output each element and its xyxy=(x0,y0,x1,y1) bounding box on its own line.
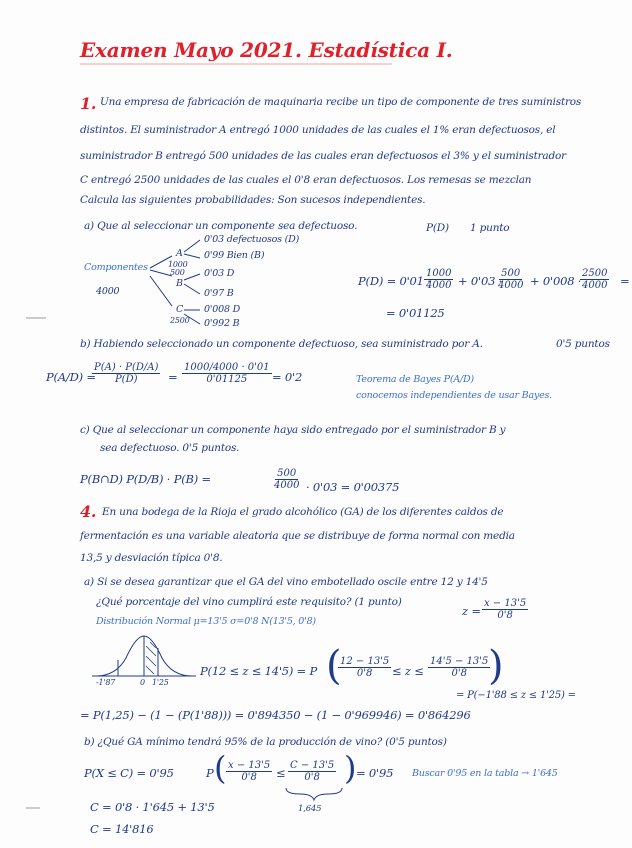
q1c-prompt: sea defectuoso. 0'5 puntos. xyxy=(100,442,240,454)
q1a-result: = 0'01125 xyxy=(386,306,445,320)
numerator: 1000/4000 · 0'01 xyxy=(184,362,270,373)
q1a-eq-end: = xyxy=(620,274,630,288)
q4a-eq1-lhs: P(12 ≤ z ≤ 14'5) = P xyxy=(200,664,318,678)
q1a-eq-lhs: P(D) = 0'01 · xyxy=(358,274,431,288)
tree-a-good: 0'99 Bien (B) xyxy=(204,250,265,261)
q4b-c-formula: C = 0'8 · 1'645 + 13'5 xyxy=(90,800,215,814)
numerator: 2500 xyxy=(582,268,608,279)
q1b-eq: = xyxy=(168,370,178,384)
q1b-value-fraction xyxy=(182,362,272,385)
q1-stmt-line: Una empresa de fabricación de maquinaria recibe un tipo de componente de tres suministros xyxy=(100,96,582,108)
tree-b-weight: 500 xyxy=(170,268,185,277)
q1b-bayes-fraction xyxy=(92,362,160,385)
exam-title: Examen Mayo 2021. Estadística I. xyxy=(80,38,453,62)
q4a-prompt: ¿Qué porcentaje del vino cumplirá este requisito? (1 punto) xyxy=(96,596,402,608)
q4a-z-lhs: z = xyxy=(462,604,481,618)
q4b-eq-le: ≤ xyxy=(276,766,286,780)
right-paren: ) xyxy=(488,643,504,689)
numerator: x − 13'5 xyxy=(228,760,271,771)
tree-a-defect: 0'03 defectuosos (D) xyxy=(204,234,300,245)
denominator: 4000 xyxy=(426,280,452,291)
q1a-fraction xyxy=(580,268,609,291)
q4b-prompt: b) ¿Qué GA mínimo tendrá 95% de la producción de vino? (0'5 puntos) xyxy=(84,736,447,748)
left-paren: ( xyxy=(214,749,227,787)
q1c-eq: P(B∩D) P(D/B) · P(B) = xyxy=(80,472,211,486)
q1c-result: · 0'03 = 0'00375 xyxy=(306,480,400,494)
q4-stmt-line: En una bodega de la Rioja el grado alcohólico (GA) de los diferentes caldos de xyxy=(102,506,504,518)
q1a-points: 1 punto xyxy=(470,222,510,234)
denominator: 4000 xyxy=(498,280,524,291)
q1c-prompt: c) Que al seleccionar un componente haya sido entregado por el suministrador B y xyxy=(80,424,506,436)
bell-shading xyxy=(146,642,156,674)
numerator: C − 13'5 xyxy=(290,760,335,771)
tree-root-label: Componentes xyxy=(84,262,148,273)
q1a-pd: P(D) xyxy=(426,222,449,234)
q4b-eq-p: P xyxy=(206,766,214,780)
q1b-prompt: b) Habiendo seleccionado un componente defectuoso, sea suministrado por A. xyxy=(80,338,483,350)
q4a-eq2: = P(1,25) − (1 − (P(1'88))) = 0'894350 − (1 − 0'969946) = 0'864296 xyxy=(80,708,471,722)
bell-zero-label: 0 xyxy=(140,678,145,687)
tree-b-branches xyxy=(184,274,200,294)
denominator: 0'8 xyxy=(451,668,467,679)
q4a-z-fraction xyxy=(482,598,528,621)
q1a-fraction xyxy=(424,268,453,291)
question-4-number: 4. xyxy=(80,502,97,521)
tree-c-label: C xyxy=(176,304,184,315)
tree-b-good: 0'97 B xyxy=(204,288,234,299)
tree-c-good: 0'992 B xyxy=(204,318,240,329)
denominator: 0'8 xyxy=(356,668,373,679)
question-1-number: 1. xyxy=(80,94,97,113)
q4a-frac-lower xyxy=(338,656,391,679)
denominator: 0'8 xyxy=(241,772,257,783)
bell-left-label: -1'87 xyxy=(96,678,116,687)
q4b-brace-value: 1,645 xyxy=(298,804,322,814)
numerator: 12 − 13'5 xyxy=(340,656,390,667)
right-paren: ) xyxy=(344,749,357,787)
tree-a-weight: 1000 xyxy=(168,260,188,269)
numerator: x − 13'5 xyxy=(484,598,527,609)
q4a-frac-upper xyxy=(428,656,490,679)
q4b-frac-c xyxy=(288,760,336,783)
q4a-prompt: a) Si se desea garantizar que el GA del vino embotellado oscile entre 12 y 14'5 xyxy=(84,576,488,588)
denominator: 0'01125 xyxy=(206,374,248,385)
tree-a-branches xyxy=(184,240,200,258)
denominator: 0'8 xyxy=(497,610,513,621)
numerator: 500 xyxy=(277,468,297,479)
q1b-points: 0'5 puntos xyxy=(556,338,610,350)
tree-c-weight: 2500 xyxy=(170,316,190,325)
q1b-note: conocemos independientes de usar Bayes. xyxy=(356,390,552,401)
denominator: 0'8 xyxy=(304,772,320,783)
numerator: 14'5 − 13'5 xyxy=(430,656,489,667)
q1a-prompt: a) Que al seleccionar un componente sea defectuoso. xyxy=(84,220,358,232)
q1b-note: Teorema de Bayes P(A/D) xyxy=(356,374,474,385)
q4b-c-result: C = 14'816 xyxy=(90,822,154,836)
q4-stmt-line: fermentación es una variable aleatoria que se distribuye de forma normal con media xyxy=(80,530,515,542)
q4a-distribution: Distribución Normal μ=13'5 σ=0'8 N(13'5, 0'8) xyxy=(96,616,316,627)
q1-stmt-line: C entregó 2500 unidades de las cuales el 0'8 eran defectuosos. Los remesas se mezclan xyxy=(80,174,532,186)
q4b-eq-rhs: = 0'95 xyxy=(356,766,394,780)
tree-b-defect: 0'03 D xyxy=(204,268,235,279)
q1a-fraction xyxy=(496,268,525,291)
q1b-result: = 0'2 xyxy=(272,370,303,384)
tree-b-label: B xyxy=(176,278,183,289)
q4b-eq-lhs: P(X ≤ C) = 0'95 xyxy=(84,766,174,780)
q1a-plus: + 0'008 · xyxy=(530,274,582,288)
q4-stmt-line: 13,5 y desviación típica 0'8. xyxy=(80,552,223,564)
q4b-table-note: Buscar 0'95 en la tabla → 1'645 xyxy=(412,768,558,779)
numerator: 500 xyxy=(501,268,521,279)
q1-stmt-line: distintos. El suministrador A entregó 1000 unidades de las cuales el 1% eran defectuosos, el xyxy=(80,124,556,136)
denominator: P(D) xyxy=(114,374,138,385)
numerator: 1000 xyxy=(426,268,452,279)
bell-right-label: 1'25 xyxy=(152,678,169,687)
q4a-eq1-end: = P(−1'88 ≤ z ≤ 1'25) = xyxy=(456,690,576,701)
tree-c-defect: 0'008 D xyxy=(204,304,241,315)
denominator: 4000 xyxy=(582,280,608,291)
left-paren: ( xyxy=(326,643,342,689)
q1-stmt-line: suministrador B entregó 500 unidades de las cuales eran defectuosos el 3% y el suministrador xyxy=(80,150,566,162)
denominator: 4000 xyxy=(274,480,300,491)
tree-a-label: A xyxy=(176,248,183,259)
tree-root-count: 4000 xyxy=(96,286,120,297)
q4b-frac-x xyxy=(226,760,272,783)
q4a-eq1-le: ≤ z ≤ xyxy=(392,664,424,678)
q1-stmt-line: Calcula las siguientes probabilidades: Son sucesos independientes. xyxy=(80,194,426,206)
q1a-plus: + 0'03 · xyxy=(458,274,503,288)
numerator: P(A) · P(D/A) xyxy=(94,362,159,373)
q1c-fraction xyxy=(272,468,301,491)
q1b-lhs: P(A/D) = xyxy=(46,370,96,384)
brace xyxy=(286,788,342,800)
